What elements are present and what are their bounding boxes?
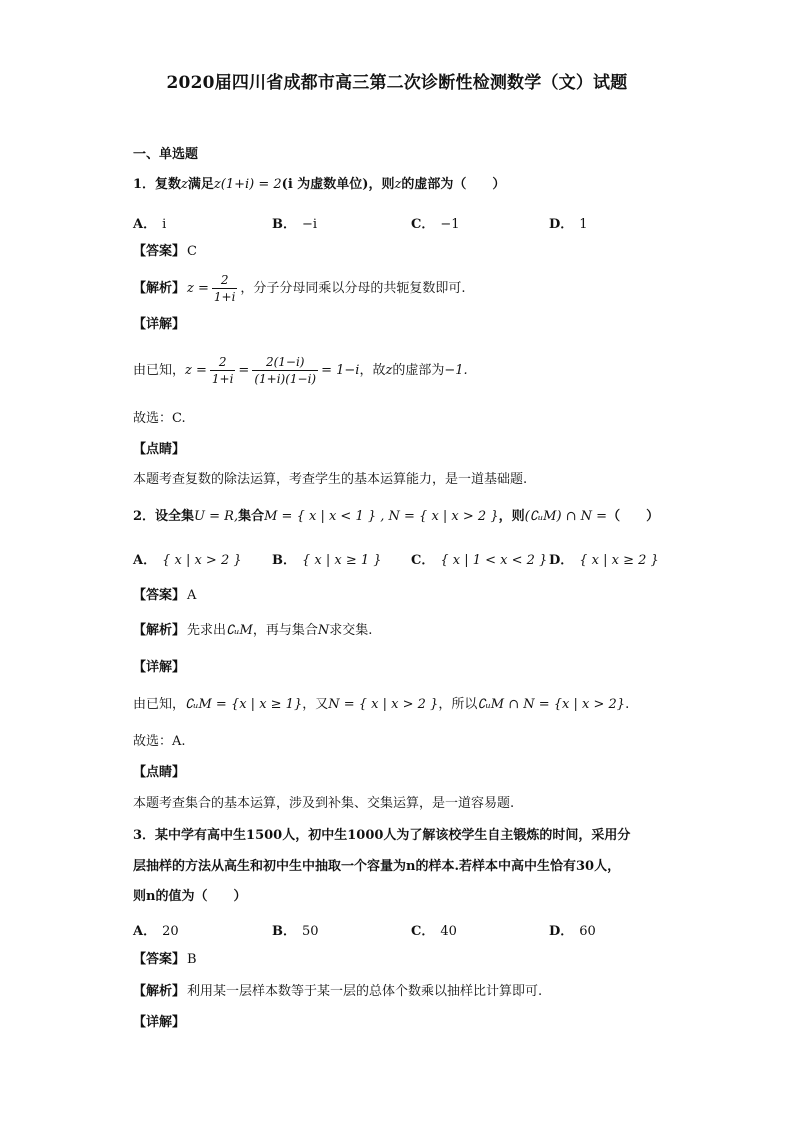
option-label: A． bbox=[133, 924, 157, 939]
q1-option-c bbox=[411, 213, 460, 232]
option-value: i bbox=[162, 217, 167, 232]
q1-detail-c: 的虚部为 bbox=[392, 363, 445, 378]
q2-stem bbox=[133, 508, 659, 526]
q2-detail-b: ，又 bbox=[302, 697, 329, 712]
q1-stem-b: 满足 bbox=[187, 177, 214, 192]
option-label: B． bbox=[272, 924, 296, 939]
option-label: B． bbox=[272, 553, 296, 568]
q1-comment: 本题考查复数的除法运算，考查学生的基本运算能力，是一道基础题. bbox=[133, 472, 528, 487]
option-label: C． bbox=[411, 924, 435, 939]
fraction-numerator: 2 bbox=[212, 272, 238, 289]
answer-value: B bbox=[187, 952, 197, 967]
option-label: D． bbox=[549, 553, 574, 568]
option-value: −i bbox=[302, 217, 318, 232]
q1-comment-label: 【点睛】 bbox=[133, 442, 186, 457]
q2-stem-a: 2．设全集 bbox=[133, 509, 195, 524]
q2-detail-e3: ∁ᵤM ∩ N = {x | x > 2} bbox=[477, 697, 626, 712]
answer-value: A bbox=[187, 588, 197, 603]
q1-analysis-lhs: z = bbox=[187, 281, 209, 296]
q1-detail-label: 【详解】 bbox=[133, 317, 186, 332]
q2-option-b bbox=[272, 549, 382, 568]
q1-detail-val: −1. bbox=[444, 363, 468, 378]
option-label: D． bbox=[549, 217, 574, 232]
option-value: { x | x ≥ 1 } bbox=[302, 553, 382, 568]
q1-detail-fraction-1 bbox=[210, 354, 236, 387]
option-value: { x | x ≥ 2 } bbox=[579, 553, 659, 568]
option-value: 50 bbox=[302, 924, 319, 939]
q2-stem-c: ，则 bbox=[498, 509, 525, 524]
q2-detail-e2: N = { x | x > 2 } bbox=[328, 697, 439, 712]
q1-stem-a: 1．复数 bbox=[133, 177, 182, 192]
q1-analysis bbox=[133, 272, 466, 305]
q2-detail-c: ，所以 bbox=[438, 697, 478, 712]
q3-option-b bbox=[272, 920, 319, 939]
q2-analysis-b: ，再与集合 bbox=[252, 623, 318, 638]
q2-detail-d: . bbox=[625, 697, 630, 712]
q1-analysis-text: ，分子分母同乘以分母的共轭复数即可. bbox=[240, 281, 466, 296]
q2-analysis bbox=[133, 622, 372, 640]
q2-stem-u: U = R, bbox=[194, 509, 239, 524]
fraction-denominator: 1+i bbox=[213, 290, 236, 304]
q1-stem-c: (i 为虚数单位)，则 bbox=[281, 177, 395, 192]
option-label: A． bbox=[133, 217, 157, 232]
q2-comment: 本题考查集合的基本运算，涉及到补集、交集运算，是一道容易题. bbox=[133, 796, 515, 811]
answer-label: 【答案】 bbox=[133, 952, 186, 967]
q2-analysis-expr: ∁ᵤM bbox=[226, 623, 253, 638]
q2-analysis-c: 求交集. bbox=[329, 623, 373, 638]
q3-option-a bbox=[133, 920, 179, 939]
q2-stem-b: 集合 bbox=[238, 509, 265, 524]
option-label: C． bbox=[411, 553, 435, 568]
q2-detail bbox=[133, 696, 629, 714]
q1-option-b bbox=[272, 213, 317, 232]
q1-detail-lhs: z = bbox=[185, 363, 207, 378]
answer-label: 【答案】 bbox=[133, 588, 186, 603]
option-value: 20 bbox=[162, 924, 179, 939]
q3-option-c bbox=[411, 920, 457, 939]
q3-analysis-text: 利用某一层样本数等于某一层的总体个数乘以抽样比计算即可. bbox=[187, 984, 543, 999]
analysis-label: 【解析】 bbox=[133, 984, 186, 999]
q2-detail-e1: ∁ᵤM = {x | x ≥ 1} bbox=[185, 697, 303, 712]
q2-detail-a: 由已知， bbox=[133, 697, 186, 712]
q1-stem-z2: z bbox=[394, 177, 402, 192]
option-value: 60 bbox=[579, 924, 596, 939]
q1-option-d bbox=[549, 213, 588, 232]
q1-detail-z: z bbox=[385, 363, 393, 378]
q1-stem bbox=[133, 176, 505, 194]
q3-analysis bbox=[133, 983, 542, 1001]
q1-stem-eq: z(1+i) = 2 bbox=[213, 177, 282, 192]
q1-detail-eq: = bbox=[238, 363, 250, 378]
q3-answer bbox=[133, 951, 197, 969]
q1-answer bbox=[133, 243, 197, 261]
option-value: 40 bbox=[440, 924, 457, 939]
section-heading: 一、单选题 bbox=[133, 147, 199, 162]
option-label: D． bbox=[549, 924, 574, 939]
analysis-label: 【解析】 bbox=[133, 623, 186, 638]
q2-detail-label: 【详解】 bbox=[133, 660, 186, 675]
option-value: { x | x > 2 } bbox=[162, 553, 242, 568]
answer-value: C bbox=[187, 244, 197, 259]
fraction-numerator: 2(1−i) bbox=[252, 354, 318, 371]
q2-option-c bbox=[411, 549, 547, 568]
fraction-denominator: 1+i bbox=[211, 372, 234, 386]
q2-answer bbox=[133, 587, 196, 605]
q2-stem-d: （ ） bbox=[607, 509, 660, 524]
q3-detail-label: 【详解】 bbox=[133, 1015, 186, 1030]
option-label: A． bbox=[133, 553, 157, 568]
answer-label: 【答案】 bbox=[133, 244, 186, 259]
q1-stem-z: z bbox=[181, 177, 188, 192]
q3-option-d bbox=[549, 920, 596, 939]
option-label: B． bbox=[272, 217, 296, 232]
q2-analysis-a: 先求出 bbox=[187, 623, 227, 638]
option-value: 1 bbox=[579, 217, 588, 232]
q3-stem-line-2: 层抽样的方法从高生和初中生中抽取一个容量为n的样本.若样本中高中生恰有30人， bbox=[133, 859, 621, 874]
q1-option-a bbox=[133, 213, 166, 232]
q1-detail-fraction-2 bbox=[252, 354, 318, 387]
q2-conclusion: 故选：A. bbox=[133, 734, 186, 749]
analysis-label: 【解析】 bbox=[133, 281, 186, 296]
page-title: 2020届四川省成都市高三第二次诊断性检测数学（文）试题 bbox=[166, 73, 628, 93]
q1-detail-a: 由已知， bbox=[133, 363, 186, 378]
option-label: C． bbox=[411, 217, 435, 232]
option-value: −1 bbox=[440, 217, 460, 232]
q2-stem-m: M = { x | x < 1 } , N = { x | x > 2 } bbox=[264, 509, 499, 524]
q1-analysis-fraction bbox=[212, 272, 238, 305]
option-value: { x | 1 < x < 2 } bbox=[440, 553, 548, 568]
q1-detail-result: = 1−i bbox=[321, 363, 360, 378]
q2-option-d bbox=[549, 549, 659, 568]
q3-stem-line-3: 则n的值为（ ） bbox=[133, 889, 247, 904]
q1-conclusion: 故选：C. bbox=[133, 411, 186, 426]
fraction-denominator: (1+i)(1−i) bbox=[254, 372, 317, 386]
q1-detail bbox=[133, 354, 468, 387]
q3-stem-line-1: 3．某中学有高中生1500人，初中生1000人为了解该校学生自主锻炼的时间，采用分 bbox=[133, 828, 631, 843]
q2-analysis-n: N bbox=[317, 623, 330, 638]
q1-stem-d: 的虚部为（ ） bbox=[401, 177, 506, 192]
q2-comment-label: 【点睛】 bbox=[133, 765, 186, 780]
q1-detail-b: ，故 bbox=[359, 363, 386, 378]
q2-stem-expr: (∁ᵤM) ∩ N = bbox=[524, 509, 608, 524]
q2-option-a bbox=[133, 549, 242, 568]
fraction-numerator: 2 bbox=[210, 354, 236, 371]
